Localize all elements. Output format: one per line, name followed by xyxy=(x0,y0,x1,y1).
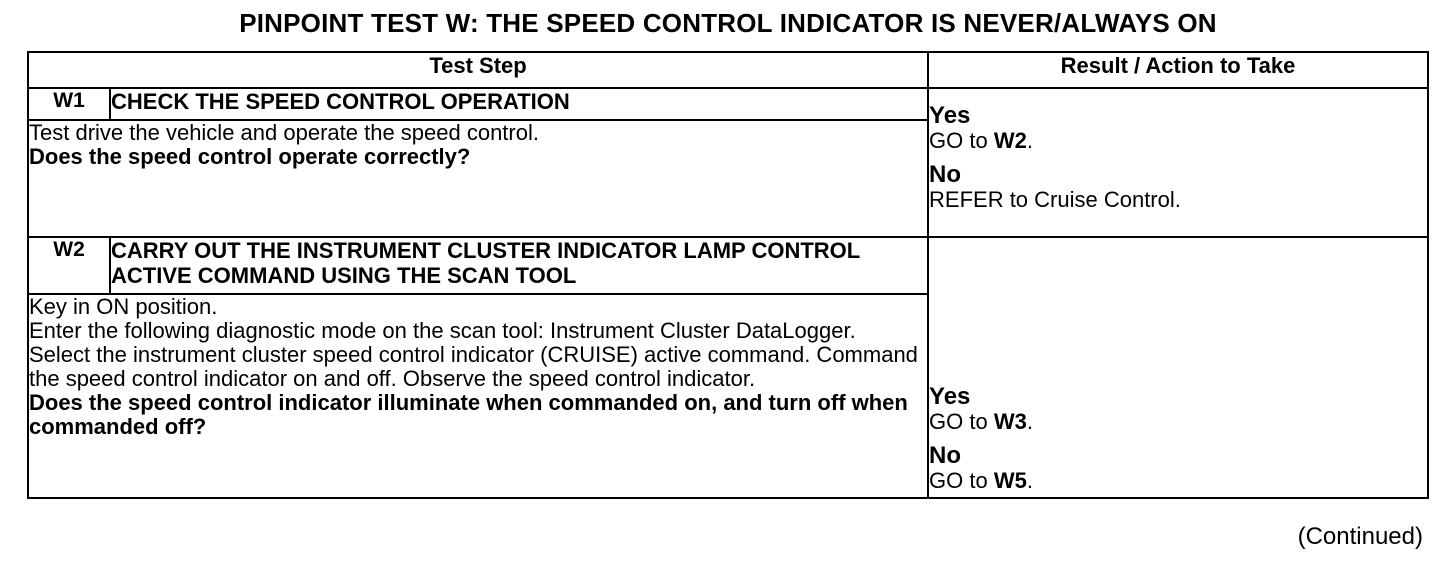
step-title: CHECK THE SPEED CONTROL OPERATION xyxy=(110,88,928,120)
list-item: • Enter the following diagnostic mode on the scan tool: Instrument Cluster DataLogger. xyxy=(29,319,927,343)
step-id: W2 xyxy=(28,237,110,294)
no-label: No xyxy=(929,442,962,469)
step-bullet-list xyxy=(29,121,927,169)
no-action: REFER to Cruise Control. xyxy=(929,187,1181,212)
step-result xyxy=(928,237,1428,498)
step-question: • Does the speed control operate correctly? xyxy=(29,145,927,169)
list-item: • Test drive the vehicle and operate the speed control. xyxy=(29,121,927,145)
table-header-row xyxy=(28,52,1428,88)
page-title: PINPOINT TEST W: THE SPEED CONTROL INDICATOR IS NEVER/ALWAYS ON xyxy=(239,8,1217,38)
yes-action: GO to W2. xyxy=(929,128,1033,153)
step-id: W1 xyxy=(28,88,110,120)
yes-label: Yes xyxy=(929,383,971,410)
list-item: • Key in ON position. xyxy=(29,295,927,319)
no-label: No xyxy=(929,161,962,188)
step-body xyxy=(28,120,928,237)
yes-label: Yes xyxy=(929,102,971,129)
step-result xyxy=(928,88,1428,237)
header-test-step: Test Step xyxy=(28,52,928,88)
step-title: CARRY OUT THE INSTRUMENT CLUSTER INDICATOR LAMP CONTROL ACTIVE COMMAND USING THE SCAN TOOL xyxy=(110,237,928,294)
step-question: • Does the speed control indicator illuminate when commanded on, and turn off when commanded off? xyxy=(29,391,927,439)
list-item: • Select the instrument cluster speed control indicator (CRUISE) active command. Command the speed control indicator on and off. Observe the speed control indicator. xyxy=(29,343,927,391)
step-body xyxy=(28,294,928,498)
pinpoint-test-table xyxy=(27,51,1429,499)
step-bullet-list xyxy=(29,295,927,439)
yes-action: GO to W3. xyxy=(929,409,1033,434)
no-action: GO to W5. xyxy=(929,468,1033,493)
continued-note: (Continued) xyxy=(1297,523,1423,550)
header-result-action: Result / Action to Take xyxy=(928,52,1428,88)
step-title-row xyxy=(28,88,1428,120)
step-title-row xyxy=(28,237,1428,294)
